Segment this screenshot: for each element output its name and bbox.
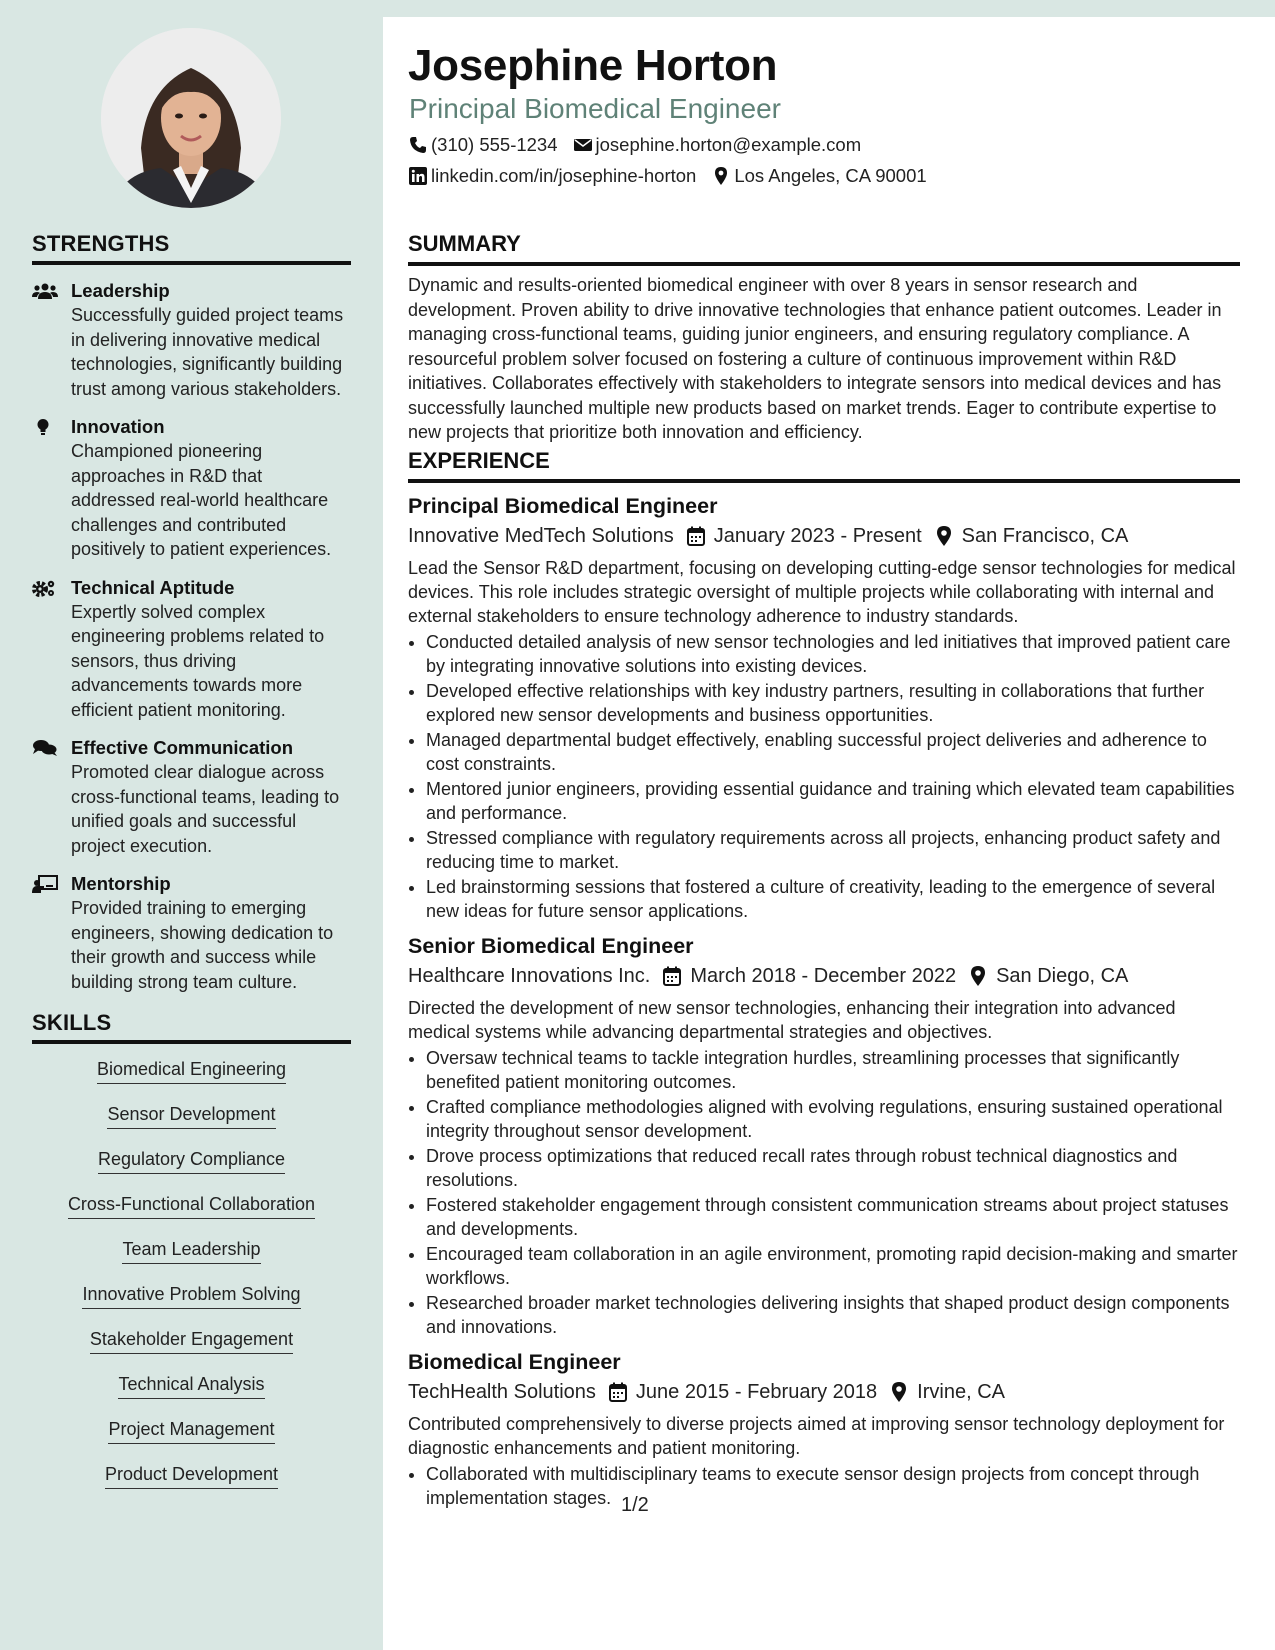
job-meta	[408, 521, 1240, 551]
job-bullet: • Encouraged team collaboration in an agile environment, promoting rapid decision-making and smarter workflows.	[426, 1242, 1240, 1290]
profile-photo	[101, 28, 281, 208]
skill-item: Biomedical Engineering	[97, 1058, 286, 1084]
job-title: Principal Biomedical Engineer	[408, 494, 718, 518]
candidate-title: Principal Biomedical Engineer	[409, 93, 781, 124]
comments-icon	[32, 739, 58, 757]
skill-item: Cross-Functional Collaboration	[68, 1193, 315, 1219]
job-bullet: • Developed effective relationships with key industry partners, resulting in collaborations that further explored new sensor developments and business opportunities.	[426, 679, 1240, 727]
skill-item: Product Development	[105, 1463, 278, 1489]
chalkboard-teacher-icon	[32, 875, 58, 893]
strength-desc: Expertly solved complex engineering problems related to sensors, thus driving advancements towards more efficient patient monitoring.	[71, 601, 325, 720]
location-pin-icon	[889, 1382, 909, 1402]
job-bullet: • Oversaw technical teams to tackle integration hurdles, streamlining processes that significantly benefited patient monitoring outcomes.	[426, 1046, 1240, 1094]
job-meta	[408, 1377, 1240, 1407]
strength-desc: Promoted clear dialogue across cross-functional teams, leading to unified goals and successful project execution.	[71, 762, 340, 856]
page-number: 1/2	[621, 1494, 649, 1516]
skills-heading: SKILLS	[32, 1010, 351, 1044]
job-dates: June 2015 - February 2018	[635, 1381, 878, 1403]
strengths-heading: STRENGTHS	[32, 231, 351, 265]
job-bullet: • Stressed compliance with regulatory requirements across all projects, enhancing product safety and reducing time to market.	[426, 826, 1240, 874]
skill-item: Team Leadership	[122, 1238, 260, 1264]
job-location: San Diego, CA	[996, 965, 1129, 987]
job-title: Senior Biomedical Engineer	[408, 934, 694, 958]
phone-icon	[409, 136, 427, 154]
job-bullet: • Fostered stakeholder engagement through consistent communication streams about project statuses and developments.	[426, 1193, 1240, 1241]
job-location: San Francisco, CA	[961, 525, 1129, 547]
job-title: Biomedical Engineer	[408, 1350, 621, 1374]
job-bullets	[408, 1046, 1240, 1339]
strengths-section	[32, 231, 351, 994]
location-pin-icon	[934, 526, 954, 546]
sidebar	[0, 0, 383, 1650]
contact-row-2	[409, 165, 943, 187]
calendar-icon	[608, 1382, 628, 1402]
strength-title: Technical Aptitude	[71, 576, 235, 598]
strength-title: Innovation	[71, 416, 165, 437]
strength-title: Mentorship	[71, 873, 171, 894]
candidate-name: Josephine Horton	[408, 41, 778, 90]
summary-heading: SUMMARY	[408, 231, 1240, 266]
phone-contact[interactable]	[409, 134, 558, 156]
strength-desc: Provided training to emerging engineers, showing dedication to their growth and success while building strong team culture.	[71, 898, 334, 992]
location-text: Los Angeles, CA 90001	[734, 165, 927, 186]
calendar-icon	[686, 526, 706, 546]
lightbulb-icon	[32, 418, 58, 436]
job-location: Irvine, CA	[917, 1381, 1005, 1403]
job-entry	[408, 492, 1240, 923]
location-pin-icon	[712, 167, 730, 185]
strength-title: Effective Communication	[71, 737, 294, 758]
job-bullet: • Managed departmental budget effectively, enabling successful project deliveries and adherence to cost constraints.	[426, 728, 1240, 776]
job-entry	[408, 932, 1240, 1339]
job-dates: March 2018 - December 2022	[690, 965, 957, 987]
location-contact	[712, 165, 926, 187]
job-company: Healthcare Innovations Inc.	[408, 965, 651, 987]
strength-desc: Successfully guided project teams in delivering innovative medical technologies, significantly building trust among various stakeholders.	[71, 305, 344, 399]
job-bullet: • Collaborated with multidisciplinary teams to execute sensor design projects from concept through implementation stages.	[426, 1462, 1240, 1510]
strength-item	[32, 736, 351, 858]
strength-item	[32, 576, 351, 723]
strength-item	[32, 415, 351, 562]
location-pin-icon	[968, 966, 988, 986]
job-bullets	[408, 1462, 1240, 1510]
skill-item: Technical Analysis	[118, 1373, 264, 1399]
skills-section	[32, 1010, 351, 1508]
skill-item: Stakeholder Engagement	[90, 1328, 293, 1354]
experience-heading: EXPERIENCE	[408, 448, 1240, 483]
avatar	[101, 28, 281, 208]
job-bullets	[408, 630, 1240, 923]
main-content	[383, 17, 1275, 1650]
job-dates: January 2023 - Present	[713, 525, 922, 547]
job-company: Innovative MedTech Solutions	[408, 525, 674, 547]
job-bullet: • Crafted compliance methodologies aligned with evolving regulations, ensuring sustained operational integrity throughout sensor development.	[426, 1095, 1240, 1143]
email-text: josephine.horton@example.com	[595, 134, 862, 155]
job-bullet: • Researched broader market technologies delivering insights that shaped product design components and innovations.	[426, 1291, 1240, 1339]
job-bullet: • Led brainstorming sessions that fostered a culture of creativity, leading to the emergence of several new ideas for future sensor applications.	[426, 875, 1240, 923]
experience-section	[408, 448, 1240, 1511]
linkedin-icon	[409, 167, 427, 185]
gears-icon	[32, 579, 58, 597]
skills-list	[32, 1058, 351, 1508]
skill-item: Sensor Development	[107, 1103, 275, 1129]
job-meta	[408, 961, 1240, 991]
skill-item: Project Management	[108, 1418, 274, 1444]
linkedin-contact[interactable]	[409, 165, 696, 187]
skill-item: Innovative Problem Solving	[82, 1283, 300, 1309]
job-description: Directed the development of new sensor technologies, enhancing their integration into advanced medical systems while advancing departmental strategies and objectives.	[408, 998, 1176, 1042]
users-icon	[32, 282, 58, 300]
job-description: Lead the Sensor R&D department, focusing on developing cutting-edge sensor technologies for medical devices. This role includes strategic oversight of multiple projects while collaborating with internal and external stakeholders to ensure technology adherence to industry standards.	[408, 558, 1236, 626]
email-icon	[574, 136, 592, 154]
skill-item: Regulatory Compliance	[98, 1148, 285, 1174]
job-bullet: • Conducted detailed analysis of new sensor technologies and led initiatives that improved patient care by integrating innovative solutions into existing devices.	[426, 630, 1240, 678]
strength-desc: Championed pioneering approaches in R&D that addressed real-world healthcare challenges and contributed positively to patient experiences.	[71, 441, 332, 559]
email-contact[interactable]	[574, 134, 862, 156]
job-bullet: • Mentored junior engineers, providing essential guidance and training which elevated team capabilities and performance.	[426, 777, 1240, 825]
calendar-icon	[662, 966, 682, 986]
contact-row-1	[409, 134, 877, 156]
strength-title: Leadership	[71, 280, 170, 301]
strength-item	[32, 872, 351, 994]
linkedin-text: linkedin.com/in/josephine-horton	[431, 165, 697, 186]
summary-text: Dynamic and results-oriented biomedical engineer with over 8 years in sensor research and development. Proven ability to drive innovative technologies that enhance patient outcomes. Leader in managing cross-functional teams, guiding junior engineers, and ensuring regulatory compliance. A resourceful problem solver focused on fostering a culture of continuous improvement within R&D initiatives. Collaborates effectively with stakeholders to integrate sensors into medical devices and has successfully launched multiple new products based on market trends. Eager to contribute expertise to new projects that prioritize both innovation and efficiency.	[408, 275, 1222, 442]
job-company: TechHealth Solutions	[408, 1381, 596, 1403]
summary-section	[408, 231, 1240, 445]
strength-item	[32, 279, 351, 401]
job-bullet: • Drove process optimizations that reduced recall rates through robust technical diagnostics and resolutions.	[426, 1144, 1240, 1192]
job-description: Contributed comprehensively to diverse projects aimed at improving sensor technology deployment for diagnostic enhancements and patient monitoring.	[408, 1414, 1225, 1458]
phone-text: (310) 555-1234	[431, 134, 558, 155]
job-entry	[408, 1348, 1240, 1510]
